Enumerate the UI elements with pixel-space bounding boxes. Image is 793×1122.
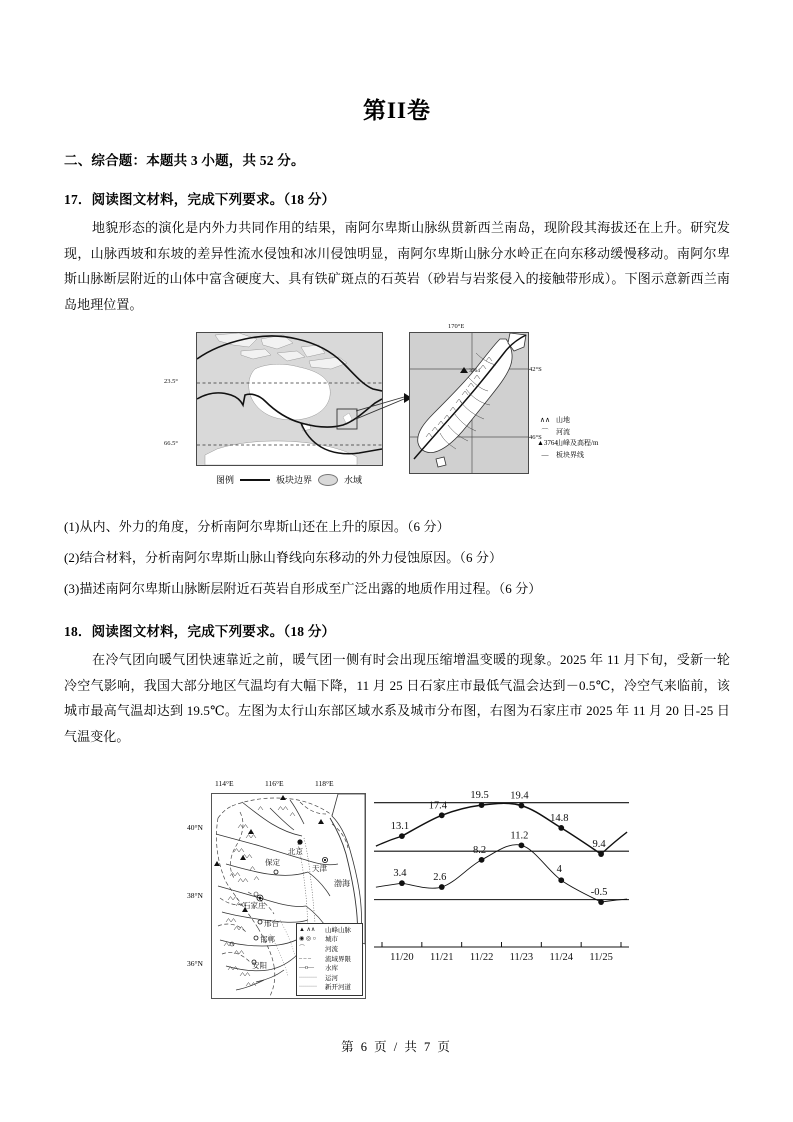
temperature-chart-svg — [374, 779, 629, 994]
chart-x-label-4: 11/24 — [549, 952, 574, 963]
city-label-baoding: 保定 — [265, 858, 280, 867]
chart-value-label-s0-4: 14.8 — [550, 812, 569, 824]
legend-label: 运河 — [325, 974, 338, 982]
question-17-subquestions — [64, 514, 730, 601]
mountain-icon: ∧∧ — [539, 416, 551, 424]
zoom-connector — [356, 383, 412, 423]
chart-series-1-line — [402, 845, 601, 902]
chart-x-label-3: 11/23 — [509, 952, 534, 963]
chart-point-s1-5 — [598, 899, 604, 905]
temperature-chart — [374, 779, 629, 994]
lon-label-118e: 118°E — [315, 779, 334, 788]
chart-point-s1-1 — [439, 884, 445, 890]
river-icon: ⌒ — [299, 946, 306, 953]
chart-point-s0-2 — [479, 802, 485, 808]
legend-plate-boundary-label: 板块边界 — [276, 475, 313, 485]
legend-row — [299, 964, 361, 974]
chart-value-label-s0-0: 13.1 — [390, 821, 410, 833]
taihang-map-wrap — [187, 779, 365, 997]
chart-value-label-s1-1: 2.6 — [433, 872, 447, 884]
legend-row — [299, 926, 361, 936]
legend-label: 水库 — [325, 965, 338, 973]
legend-label: 山地 — [556, 416, 570, 424]
taihang-map — [211, 793, 366, 999]
world-map-lat-label-665: 66.5° — [164, 440, 178, 447]
page-footer: 第 6 页 / 共 7 页 — [341, 1040, 452, 1054]
chart-value-label-s0-5: 9.4 — [592, 839, 606, 851]
chart-value-label-s1-0: 3.4 — [393, 868, 407, 880]
chart-point-s0-0 — [399, 833, 405, 839]
mountain-peak-icon: ▲ ∧∧ — [299, 926, 316, 933]
chart-point-s0-3 — [519, 803, 525, 809]
legend-row — [537, 427, 598, 439]
page-content — [64, 0, 730, 1011]
question-18-heading: 18．阅读图文材料，完成下列要求。（18 分） — [64, 624, 336, 639]
plate-line-icon: — — [541, 450, 549, 459]
canal-icon: ········· — [299, 974, 317, 981]
figure-taihang-and-temperature — [64, 761, 730, 1011]
city-label-handan: 邯郸 — [260, 935, 275, 944]
chart-point-s0-4 — [558, 825, 564, 831]
nz-map-peak-label: 3764 — [469, 368, 480, 374]
lon-label-114e: 114°E — [215, 779, 234, 788]
chart-value-label-s0-1: 17.4 — [428, 800, 447, 812]
nz-map-lon-label: 170°E — [448, 323, 465, 330]
chart-x-label-2: 11/22 — [469, 952, 494, 963]
city-label-xingtai: 邢台 — [264, 919, 279, 928]
chart-value-label-s1-3: 11.2 — [510, 830, 529, 842]
legend-label: 城市 — [325, 936, 338, 944]
nz-map-lat-label-46s: 46°S — [529, 434, 542, 441]
world-map-svg — [197, 333, 382, 465]
chart-x-label-5: 11/25 — [589, 952, 613, 963]
legend-row — [299, 955, 361, 965]
sea-label-bohai: 渤海 — [334, 879, 350, 888]
subquestion-17-2: (2)结合材料，分析南阿尔卑斯山脉山脊线向东移动的外力侵蚀原因。（6 分） — [64, 550, 503, 565]
world-map — [196, 332, 383, 466]
city-label-shijiazhuang: 石家庄 — [243, 901, 266, 910]
chart-value-label-s0-3: 19.4 — [510, 790, 529, 802]
chart-point-s1-0 — [399, 880, 405, 886]
legend-label: 山峰山脉 — [325, 926, 351, 934]
figure-legend-nz — [537, 415, 598, 461]
legend-label: 河流 — [556, 427, 570, 436]
lat-label-40n: 40°N — [187, 823, 203, 832]
plate-boundary-line-icon — [240, 479, 270, 481]
chart-point-s1-2 — [479, 857, 485, 863]
legend-label: 板块界线 — [556, 450, 584, 459]
city-icon: ◉ ◎ ○ — [299, 936, 317, 943]
chart-value-label-s1-4: 4 — [556, 864, 562, 876]
legend-row — [299, 974, 361, 984]
chart-series-0-leadin — [376, 836, 402, 846]
chart-point-s1-4 — [558, 877, 564, 883]
page-title: 第II卷 — [363, 98, 431, 123]
legend-row — [299, 945, 361, 955]
chart-value-label-s1-2: 8.2 — [473, 844, 487, 856]
chart-x-label-0: 11/20 — [390, 952, 414, 963]
reservoir-icon: —o— — [299, 965, 314, 972]
section-heading: 二、综合题：本题共 3 小题，共 52 分。 — [64, 153, 305, 168]
legend-row — [299, 935, 361, 945]
legend-row — [537, 438, 598, 450]
legend-label: 山峰及高程/m — [556, 439, 599, 447]
legend-label: 河流 — [325, 946, 338, 954]
city-label-anyang: 安阳 — [252, 961, 267, 970]
legend-label: 流域界限 — [325, 955, 351, 963]
world-map-lat-label-235: 23.5° — [164, 378, 178, 385]
legend-row — [537, 415, 598, 427]
question-18-body: 在冷气团向暖气团快速靠近之前，暖气团一侧有时会出现压缩增温变暖的现象。2025 年 11 月下旬，受新一轮冷空气影响，我国大部分地区气温均有大幅下降，11 月 25 日石家庄市最低气温会达到－0.5℃，冷空气来临前，该城市最高气温却达到 19.5℃。左图为太行山东部区域水系及城市分布图，右图为石家庄市 2025 年 11 月 20 日-25 日气温变化。 — [64, 652, 730, 744]
question-17-body: 地貌形态的演化是内外力共同作用的结果，南阿尔卑斯山脉纵贯新西兰南岛，现阶段其海拔还在上升。研究发现，山脉西坡和东坡的差异性流水侵蚀和冰川侵蚀明显，南阿尔卑斯山脉分水岭正在向东移动缓慢移动。南阿尔卑斯山脉断层附近的山体中富含硬度大、具有铁矿斑点的石英岩（砂岩与岩浆侵入的接触带形成）。下图示意新西兰南岛地理位置。 — [64, 220, 730, 312]
nz-map-lat-label-42s: 42°S — [529, 366, 542, 373]
legend-row — [537, 450, 598, 462]
taihang-map-legend — [296, 923, 363, 996]
lon-label-116e: 116°E — [265, 779, 284, 788]
chart-point-s0-5 — [598, 851, 604, 857]
chart-point-s1-3 — [519, 842, 525, 848]
figure-new-zealand — [64, 323, 730, 505]
chart-value-label-s1-5: -0.5 — [590, 887, 608, 899]
lat-label-36n: 36°N — [187, 959, 203, 968]
new-zealand-map — [409, 332, 529, 474]
new-channel-icon: ········· — [299, 984, 317, 991]
subquestion-17-1: (1)从内、外力的角度，分析南阿尔卑斯山还在上升的原因。（6 分） — [64, 519, 450, 534]
basin-boundary-icon: – – – — [299, 955, 311, 962]
chart-value-label-s0-2: 19.5 — [470, 790, 489, 802]
water-area-icon — [318, 474, 338, 486]
city-label-tianjin: 天津 — [312, 864, 327, 873]
chart-point-s0-1 — [439, 812, 445, 818]
city-label-beijing: 北京 — [288, 847, 303, 856]
new-zealand-map-svg — [410, 333, 528, 473]
peak-elevation-icon: ▲3764 — [537, 439, 558, 447]
lat-label-38n: 38°N — [187, 891, 203, 900]
legend-row — [299, 983, 361, 993]
question-17-heading: 17．阅读图文材料，完成下列要求。（18 分） — [64, 192, 336, 207]
legend-water-label: 水域 — [344, 475, 363, 485]
figure-legend-world — [216, 473, 362, 486]
legend-label: 新开河道 — [325, 984, 351, 992]
chart-series-1-leadin — [376, 883, 402, 887]
legend-title: 图例 — [216, 475, 235, 485]
chart-x-label-1: 11/21 — [429, 952, 454, 963]
river-icon: ⌒ — [541, 427, 549, 436]
subquestion-17-3: (3)描述南阿尔卑斯山脉断层附近石英岩自形成至广泛出露的地质作用过程。（6 分） — [64, 581, 542, 596]
